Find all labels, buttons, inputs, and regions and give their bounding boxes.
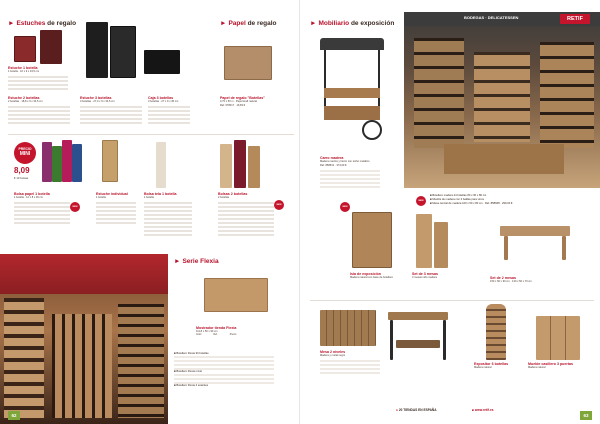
carreta-specs: Madera maciza y hierro con techo metálico (320, 160, 370, 164)
estuche-1-info (8, 66, 39, 74)
carreta-info (320, 156, 369, 167)
bolsa-papel-table (14, 202, 70, 224)
estuche-3-info (80, 96, 115, 104)
bag-pink-photo (62, 140, 72, 182)
flexia-line-3: ■ Botellero Flexia 4 estantes (174, 384, 209, 388)
caja-3-name: Caja 3 botellas (148, 96, 174, 100)
precio-mini-price: 8,09 (14, 166, 30, 175)
web-icon: ■ (472, 408, 474, 412)
carreta-name: Carro madera (320, 156, 344, 160)
estuche-3-name: Estuche 3 botellas (80, 96, 112, 100)
wine-shop-red-wall (0, 254, 168, 294)
caja-3-table (148, 106, 190, 126)
nuevo-badge-4: NEW (340, 202, 350, 212)
bag-blue-photo (72, 144, 82, 182)
flexia-line-1-table (174, 356, 274, 370)
carreta-shelf-bottom (324, 106, 380, 120)
mueble-casillero-specs: Madera natural (528, 366, 546, 370)
bolsa-marron-photo (248, 146, 260, 188)
location-icon: ● (396, 408, 398, 412)
tables-name: Set de 3 mesas (412, 272, 438, 276)
estuche-2-table (8, 106, 70, 126)
store-shelf-right (540, 42, 594, 148)
caja-3-info (148, 96, 178, 104)
papel-specs: 0,70 x 50 m · Papel kraft natural (220, 100, 257, 104)
estuche-3-specs: 3 botellas · 27,3 x 9 x 34,5 cm (80, 100, 115, 104)
flexia-line-2-table (174, 374, 274, 384)
estuche-1-name: Estuche 1 botella (8, 66, 38, 70)
bolsa-tela-photo (156, 142, 166, 188)
isla-info (350, 272, 393, 280)
papel-info (220, 96, 265, 107)
nuevo-badge-1: NEW (70, 202, 80, 212)
mostrador-photo (204, 278, 268, 312)
precio-mini-badge: PRECIO MINI (14, 142, 36, 164)
expositor-botellas-photo (486, 304, 506, 360)
right-page (300, 0, 600, 424)
bag-purple-photo (42, 142, 52, 182)
wine-shop-shelf-left (4, 298, 44, 418)
mesa-mixta-leg-right (443, 320, 446, 360)
flexia-line-2: ■ Botellero Flexia mixto (174, 370, 203, 374)
wine-shop-shelf-right (118, 304, 164, 418)
mueble-casillero-name: Mueble casillero 3 puertas (528, 362, 573, 366)
mesa-mixta-top (388, 312, 448, 320)
mesas-2-specs: 150 x 60 x 90 cm · 130 x 50 x 70 cm (490, 280, 532, 284)
tables-info (412, 272, 438, 280)
estuche-individual-name: Estuche individual (96, 192, 128, 196)
store-photo (404, 12, 600, 188)
flexia-list (174, 352, 274, 388)
bolsas-2-specs: 2 botellas (218, 196, 230, 200)
mesa-mixta-table (320, 360, 380, 376)
store-shelf-center (474, 52, 530, 142)
estuche-1-specs: 1 botella · 10 x 9 x 34,5 cm (8, 70, 40, 74)
mesas-2-info (490, 276, 532, 284)
bolsa-papel-name: Bolsa papel 1 botella (14, 192, 50, 196)
papel-name: Papel de regalo "Botellas" (220, 96, 265, 100)
bolsas-2-name: Bolsas 2 botellas (218, 192, 248, 196)
estuche-3-black-photo (86, 22, 108, 78)
section-title-mobiliario: ► Mobiliario de exposición (310, 20, 395, 27)
footer-web[interactable]: ■ www.retif.es (472, 408, 494, 412)
estuche-2-specs: 2 botellas · 18,8 x 9 x 34,5 cm (8, 100, 43, 104)
mesa-mixta-specs: Madera y metal negro (320, 354, 346, 358)
store-shelf-left (414, 38, 464, 148)
nuevo-badge-3: NEW (416, 196, 426, 206)
bolsas-2-info (218, 192, 247, 200)
carreta-roof (320, 38, 384, 50)
mesa-mixta-leg-left (390, 320, 393, 360)
store-counter (444, 144, 564, 174)
tables-photo-1 (416, 214, 432, 268)
carreta-ref: Ref. 858531 · 374,00 € (320, 163, 347, 167)
estuche-1-table (8, 76, 68, 92)
mostrador-info (196, 326, 236, 337)
store-note-3: ■ Mesa central de madera 100 x 50 x 80 cm · Ref. 858668 · 299,00 € (430, 202, 513, 206)
mesas-2-leg-right (562, 236, 566, 260)
bolsas-2-table (218, 202, 274, 236)
flexia-line-1: ■ Botellero Flexia 30 botellas (174, 352, 209, 355)
estuche-3-open-photo (110, 26, 136, 78)
mesa-botellero-photo (320, 310, 376, 346)
estuche-1-photo (14, 36, 36, 62)
section-title-papel: ► Papel de regalo (220, 20, 277, 27)
expositor-botellas-name: Expositor 6 botellas (474, 362, 509, 366)
mesa-mixta-crate (396, 340, 440, 348)
bolsa-kraft-photo (220, 144, 232, 188)
papel-ref: Ref. 678017 · 19,83 € (220, 103, 246, 107)
bolsa-tela-specs: 1 botella (144, 196, 154, 200)
estuche-individual-photo (102, 140, 118, 182)
isla-name: Isla de exposición (350, 272, 381, 276)
nuevo-badge-2: NEW (274, 200, 284, 210)
page-number-right: 63 (580, 411, 592, 420)
estuche-individual-info (96, 192, 128, 200)
caja-3-photo (144, 50, 180, 74)
bolsa-papel-info (14, 192, 50, 200)
carreta-table (320, 170, 380, 190)
estuche-2-name: Estuche 2 botellas (8, 96, 40, 100)
wine-shop-shelf-center (52, 314, 112, 418)
mostrador-table-header: Color Ref. Precio (196, 333, 237, 336)
bag-green-photo (52, 146, 62, 182)
footer-stores: ● 20 TIENDAS EN ESPAÑA (396, 408, 437, 412)
papel-regalo-photo (224, 46, 272, 80)
estuche-2-photo (40, 30, 62, 64)
mueble-casillero-info (528, 362, 573, 370)
isla-photo (352, 212, 392, 268)
mesas-2-top (500, 226, 570, 236)
estuche-3-table (80, 106, 142, 126)
mueble-casillero-photo (536, 316, 580, 360)
divider-2 (310, 300, 594, 301)
wine-shop-photo (0, 254, 168, 424)
expositor-botellas-info (474, 362, 508, 370)
mesas-2-leg-left (504, 236, 508, 260)
estuche-2-info (8, 96, 43, 104)
store-notes (430, 194, 512, 206)
precio-mini-unit: € 10 bolsas (14, 176, 29, 180)
carreta-wheel (362, 120, 382, 140)
bolsa-tela-info (144, 192, 177, 200)
bolsa-tela-name: Bolsa tela 1 botella (144, 192, 177, 196)
tables-photo-2 (434, 222, 448, 268)
carreta-shelf-top (324, 88, 380, 98)
estuche-individual-table (96, 202, 136, 224)
page-number-left: 62 (8, 411, 20, 420)
store-note-2: ■ Mueble de madera con 3 baldas para vinos (430, 198, 484, 202)
section-title-estuches: ► Estuches de regalo (8, 20, 77, 27)
section-title-flexia: ► Serie Flexia (174, 258, 219, 265)
mesa-mixta-name: Mesa 2 niveles (320, 350, 346, 354)
bolsa-papel-specs: 1 botella · 12 x 8 x 36 cm (14, 196, 43, 200)
tables-specs: 3 mesas nido madera (412, 276, 437, 280)
retif-logo: RETIF (560, 14, 590, 24)
expositor-botellas-specs: Madera natural (474, 366, 492, 370)
estuche-individual-specs: 1 botella (96, 196, 106, 200)
mostrador-specs: 111,8 x 50 x 90 cm (196, 330, 218, 334)
mesas-2-name: Set de 2 mesas (490, 276, 516, 280)
carreta-photo (320, 38, 384, 148)
mesa-mixta-info (320, 350, 345, 358)
store-note-1: ■ Botellero madera 24 botellas 80 x 30 x 80 cm (430, 194, 487, 197)
bolsa-tela-table (144, 202, 192, 236)
store-banner-text: BODEGAS · DELICATESSEN (464, 15, 519, 20)
caja-3-specs: 3 botellas · 27 x 9 x 35 cm (148, 100, 179, 104)
isla-specs: Madera natural con base de botellero (350, 276, 393, 280)
divider-1 (8, 134, 294, 135)
mostrador-name: Mostrador tienda Flexia (196, 326, 237, 330)
bolsa-burdeos-photo (234, 140, 246, 188)
